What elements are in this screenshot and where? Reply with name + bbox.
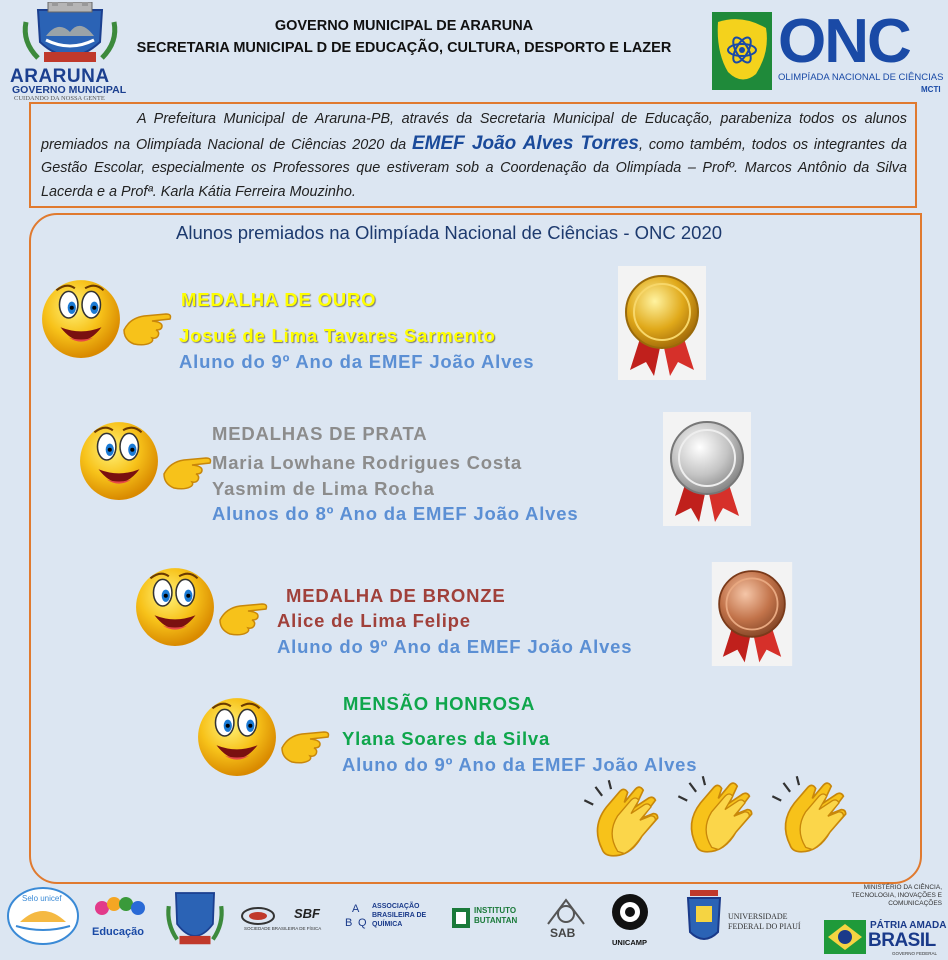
unicef-label: Selo unicef	[22, 894, 62, 903]
pointing-hand-icon	[122, 308, 172, 348]
gold-medal-icon	[618, 266, 706, 380]
smiley-face-icon	[196, 686, 278, 786]
bronze-medal-class: Aluno do 9º Ano da EMEF João Alves	[277, 636, 633, 657]
silver-medal-student-1: Maria Lowhane Rodrigues Costa	[212, 452, 522, 473]
sbf-sublabel: SOCIEDADE BRASILEIRA DE FÍSICA	[244, 926, 322, 931]
clapping-hands-icon	[672, 774, 758, 854]
svg-text:A: A	[352, 903, 360, 915]
bronze-medal-icon	[708, 562, 796, 666]
sab-logo-mark	[544, 896, 588, 928]
sbf-label: SBF	[294, 906, 320, 921]
crest-motto: CUIDANDO DA NOSSA GENTE	[14, 95, 105, 102]
ministerio-label: MINISTÉRIO DA CIÊNCIA, TECNOLOGIA, INOVAÇÕES E COMUNICAÇÕES	[851, 884, 942, 907]
bronze-medal-student: Alice de Lima Felipe	[277, 610, 471, 631]
araruna-crest-small-logo	[164, 888, 226, 954]
pointing-hand-icon	[218, 598, 268, 638]
honor-mention-student: Ylana Soares da Silva	[342, 728, 551, 749]
gold-medal-class: Aluno do 9º Ano da EMEF João Alves	[179, 351, 535, 372]
governo-federal-label: GOVERNO FEDERAL	[892, 951, 938, 956]
smiley-face-icon	[134, 556, 216, 656]
svg-text:B: B	[345, 917, 353, 929]
unicamp-label: UNICAMP	[612, 938, 647, 947]
intro-box	[29, 102, 917, 208]
crest-subtitle: GOVERNO MUNICIPAL	[12, 84, 127, 96]
intro-school-name: EMEF João Alves Torres	[411, 132, 639, 154]
unicamp-logo-mark	[610, 890, 650, 934]
onc-wordmark: ONC	[778, 7, 910, 76]
silver-medal-icon	[663, 412, 751, 526]
bronze-medal-title: MEDALHA DE BRONZE	[286, 585, 506, 606]
butantan-label: INSTITUTO BUTANTAN	[474, 906, 518, 925]
honor-mention-class: Aluno do 9º Ano da EMEF João Alves	[342, 754, 698, 775]
abq-label: ASSOCIAÇÃO BRASILEIRA DE QUÍMICA	[372, 903, 427, 928]
clapping-hands-icon	[766, 774, 852, 854]
header-line-1: GOVERNO MUNICIPAL DE ARARUNA	[274, 18, 534, 34]
ufpi-crest-logo	[684, 886, 724, 950]
brasil-flag-icon	[824, 920, 866, 954]
abq-logo	[344, 900, 370, 940]
panel-title: Alunos premiados na Olimpíada Nacional de Ciências - ONC 2020	[176, 222, 723, 243]
educacao-logo	[92, 894, 148, 924]
butantan-logo-mark	[450, 906, 472, 930]
sab-label: SAB	[550, 926, 576, 940]
intro-text-before: A Prefeitura Municipal de Araruna-PB, através da Secretaria Municipal de Educação, parabeniza todos os alunos premiados na Olimpíada Nacional de Ciências 2020 da	[41, 111, 907, 153]
educacao-label: Educação	[92, 926, 144, 938]
silver-medal-title: MEDALHAS DE PRATA	[212, 423, 428, 444]
crest-name: ARARUNA	[10, 66, 110, 87]
svg-text:Q: Q	[358, 917, 367, 929]
ufpi-label: UNIVERSIDADE FEDERAL DO PIAUÍ	[728, 912, 801, 931]
onc-mcti: MCTI	[921, 85, 941, 94]
silver-medal-student-2: Yasmim de Lima Rocha	[212, 478, 435, 499]
pointing-hand-icon	[280, 726, 330, 766]
patria-amada-label: PÁTRIA AMADA	[870, 920, 947, 931]
pointing-hand-icon	[162, 452, 212, 492]
gold-medal-student: Josué de Lima Tavares Sarmento	[179, 325, 496, 346]
smiley-face-icon	[40, 268, 122, 368]
onc-subtitle: OLIMPÍADA NACIONAL DE CIÊNCIAS	[778, 72, 944, 83]
gold-medal-title: MEDALHA DE OURO	[181, 289, 377, 310]
brasil-label: BRASIL	[868, 930, 936, 951]
honor-mention-title: MENSÃO HONROSA	[343, 693, 536, 714]
clapping-hands-icon	[578, 778, 664, 858]
silver-medal-class: Alunos do 8º Ano da EMEF João Alves	[212, 503, 579, 524]
smiley-face-icon	[78, 410, 160, 510]
header-line-2: SECRETARIA MUNICIPAL D DE EDUCAÇÃO, CULTURA, DESPORTO E LAZER	[136, 40, 672, 56]
intro-text-after: , como também, todos os integrantes da Gestão Escolar, especialmente os Professores que estiveram sob a Coordenação da Olimpíada – Profº. Marcos Antônio da Silva Lacerda e a Profª. Karla Kátia Ferreira Mouzinho.	[41, 136, 907, 200]
